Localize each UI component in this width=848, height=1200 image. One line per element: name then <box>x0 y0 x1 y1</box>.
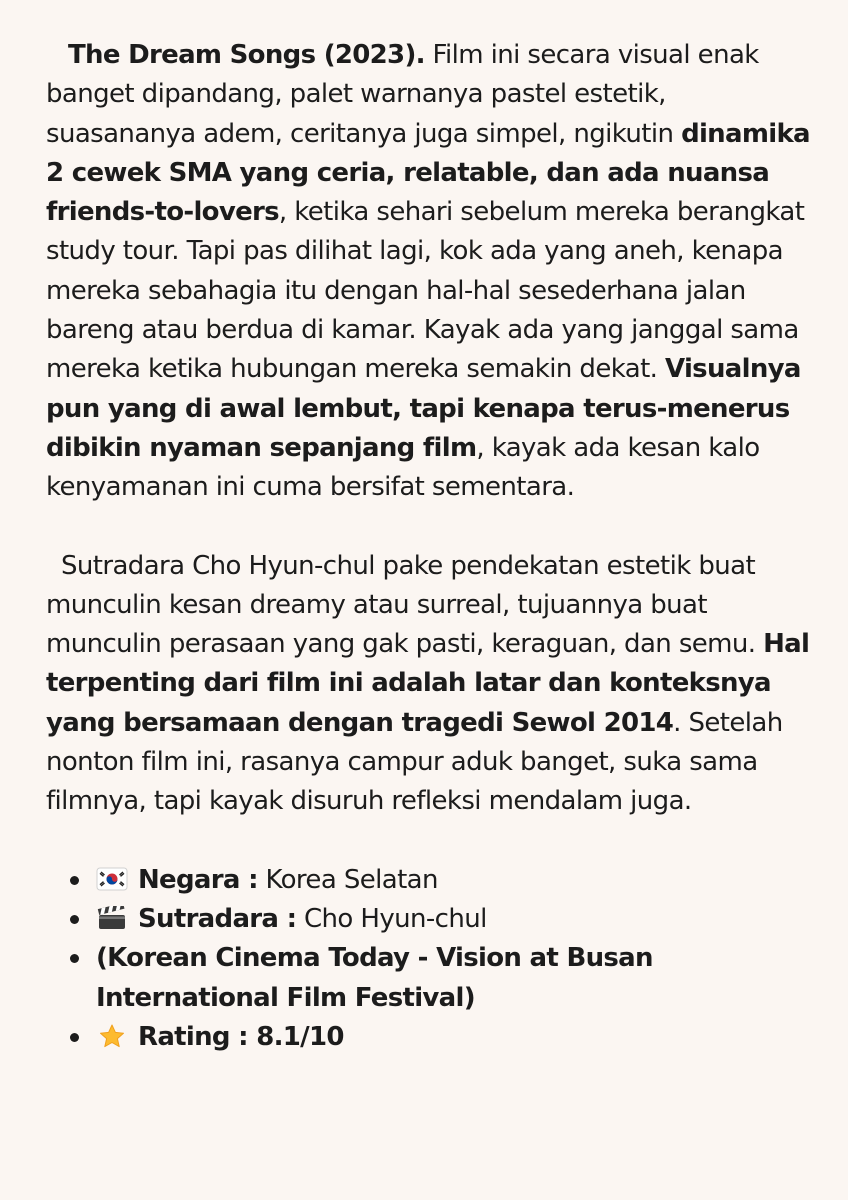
paragraph-text: Film ini secara visual enak banget dipandang, palet warnanya pastel estetik, suasananya adem, ceritanya juga simpel, ngikutin <box>46 40 759 149</box>
bullet-icon <box>70 876 79 885</box>
paragraph-highlight: Hal terpenting dari film ini adalah latar dan konteksnya yang bersamaan dengan tragedi Sewol 2014 <box>46 629 810 738</box>
fact-festival <box>46 939 816 1018</box>
bullet-icon <box>70 915 79 924</box>
review-paragraph-1 <box>46 36 816 508</box>
bullet-icon <box>70 954 79 963</box>
paragraph-highlight: dinamika 2 cewek SMA yang ceria, relatable, dan ada nuansa friends-to-lovers <box>46 118 810 228</box>
clapperboard-icon <box>96 906 128 930</box>
fact-value: Korea Selatan <box>257 864 438 895</box>
fact-festival-text: (Korean Cinema Today - Vision at Busan International Film Festival) <box>96 943 653 1013</box>
fact-director <box>46 900 816 939</box>
fact-rating-text: Rating : 8.1/10 <box>138 1021 344 1052</box>
fact-rating <box>46 1018 816 1057</box>
fact-label: Negara : <box>138 864 258 895</box>
fact-value: Cho Hyun-chul <box>296 903 487 934</box>
review-paragraph-2 <box>46 547 816 822</box>
fact-label: Sutradara : <box>138 903 297 934</box>
star-icon <box>96 1024 128 1048</box>
review-page <box>46 36 816 1057</box>
bullet-icon <box>70 1033 79 1042</box>
fact-country <box>46 861 816 900</box>
paragraph-text: Sutradara Cho Hyun-chul pake pendekatan estetik buat munculin kesan dreamy atau surreal, tujuannya buat munculin perasaan yang gak pasti, keraguan, dan semu. <box>46 550 764 660</box>
south-korea-flag-icon <box>96 867 128 891</box>
paragraph-text: , ketika sehari sebelum mereka berangkat study tour. Tapi pas dilihat lagi, kok ada yang aneh, kenapa mereka sebahagia itu dengan hal-hal sesederhana jalan bareng atau berdua di kamar. Kayak ada yang janggal sama mereka ketika hubungan mereka semakin dekat. <box>46 197 805 385</box>
film-title: The Dream Songs (2023). <box>68 40 425 70</box>
paragraph-text: , kayak ada kesan kalo kenyamanan ini cuma bersifat sementara. <box>46 432 760 503</box>
paragraph-highlight: Visualnya pun yang di awal lembut, tapi kenapa terus-menerus dibikin nyaman sepanjang film <box>46 354 801 463</box>
film-facts-list <box>46 861 816 1057</box>
paragraph-text: . Setelah nonton film ini, rasanya campur aduk banget, suka sama filmnya, tapi kayak disuruh refleksi mendalam juga. <box>46 707 783 817</box>
